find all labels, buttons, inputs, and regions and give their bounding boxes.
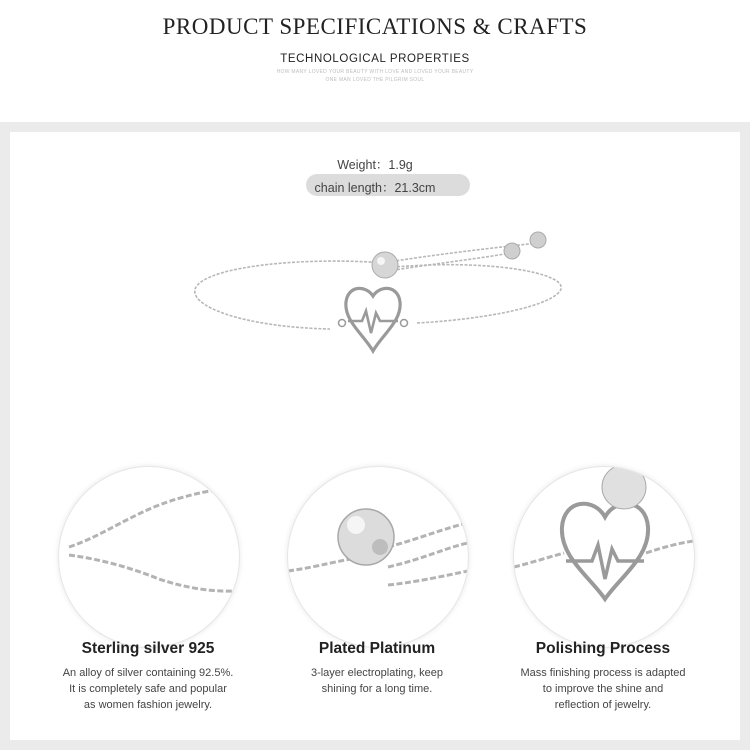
tagline-line-2: ONE MAN LOVED THE PILGRIM SOUL (325, 77, 425, 83)
page-subtitle: TECHNOLOGICAL PROPERTIES (280, 53, 470, 65)
feature-desc-sterling-silver (38, 665, 258, 713)
page-title: PRODUCT SPECIFICATIONS & CRAFTS (162, 14, 588, 39)
clasp-detail-image (287, 466, 469, 648)
feature-desc-line: reflection of jewelry. (554, 699, 652, 711)
feature-desc-line: as women fashion jewelry. (83, 699, 213, 711)
bracelet-svg (180, 225, 570, 360)
feature-title-polishing-process: Polishing Process (535, 640, 671, 657)
feature-title-sterling-silver: Sterling silver 925 (81, 640, 215, 657)
feature-title-plated-platinum: Plated Platinum (318, 640, 436, 657)
feature-desc-line: shining for a long time. (321, 683, 433, 695)
chain-closeup-svg (59, 467, 239, 647)
chain-detail-image (58, 466, 240, 648)
feature-desc-line: Mass finishing process is adapted (520, 667, 686, 679)
feature-desc-line: 3-layer electroplating, keep (310, 667, 444, 679)
weight-spec: Weight：1.9g (337, 158, 413, 172)
heart-closeup-svg (514, 467, 694, 647)
feature-desc-line: to improve the shine and (542, 683, 664, 695)
header (0, 0, 750, 122)
feature-desc-line: It is completely safe and popular (69, 683, 227, 695)
bracelet-product-image (180, 225, 570, 360)
feature-desc-polishing-process (493, 665, 713, 713)
clasp-closeup-svg (288, 467, 468, 647)
feature-desc-line: An alloy of silver containing 92.5%. (62, 667, 234, 679)
heart-detail-image (513, 466, 695, 648)
tagline-line-1: HOW MANY LOVED YOUR BEAUTY WITH LOVE AND LOVED YOUR BEAUTY (276, 69, 474, 75)
chain-length-spec: chain length：21.3cm (314, 181, 436, 195)
feature-desc-plated-platinum (267, 665, 487, 697)
